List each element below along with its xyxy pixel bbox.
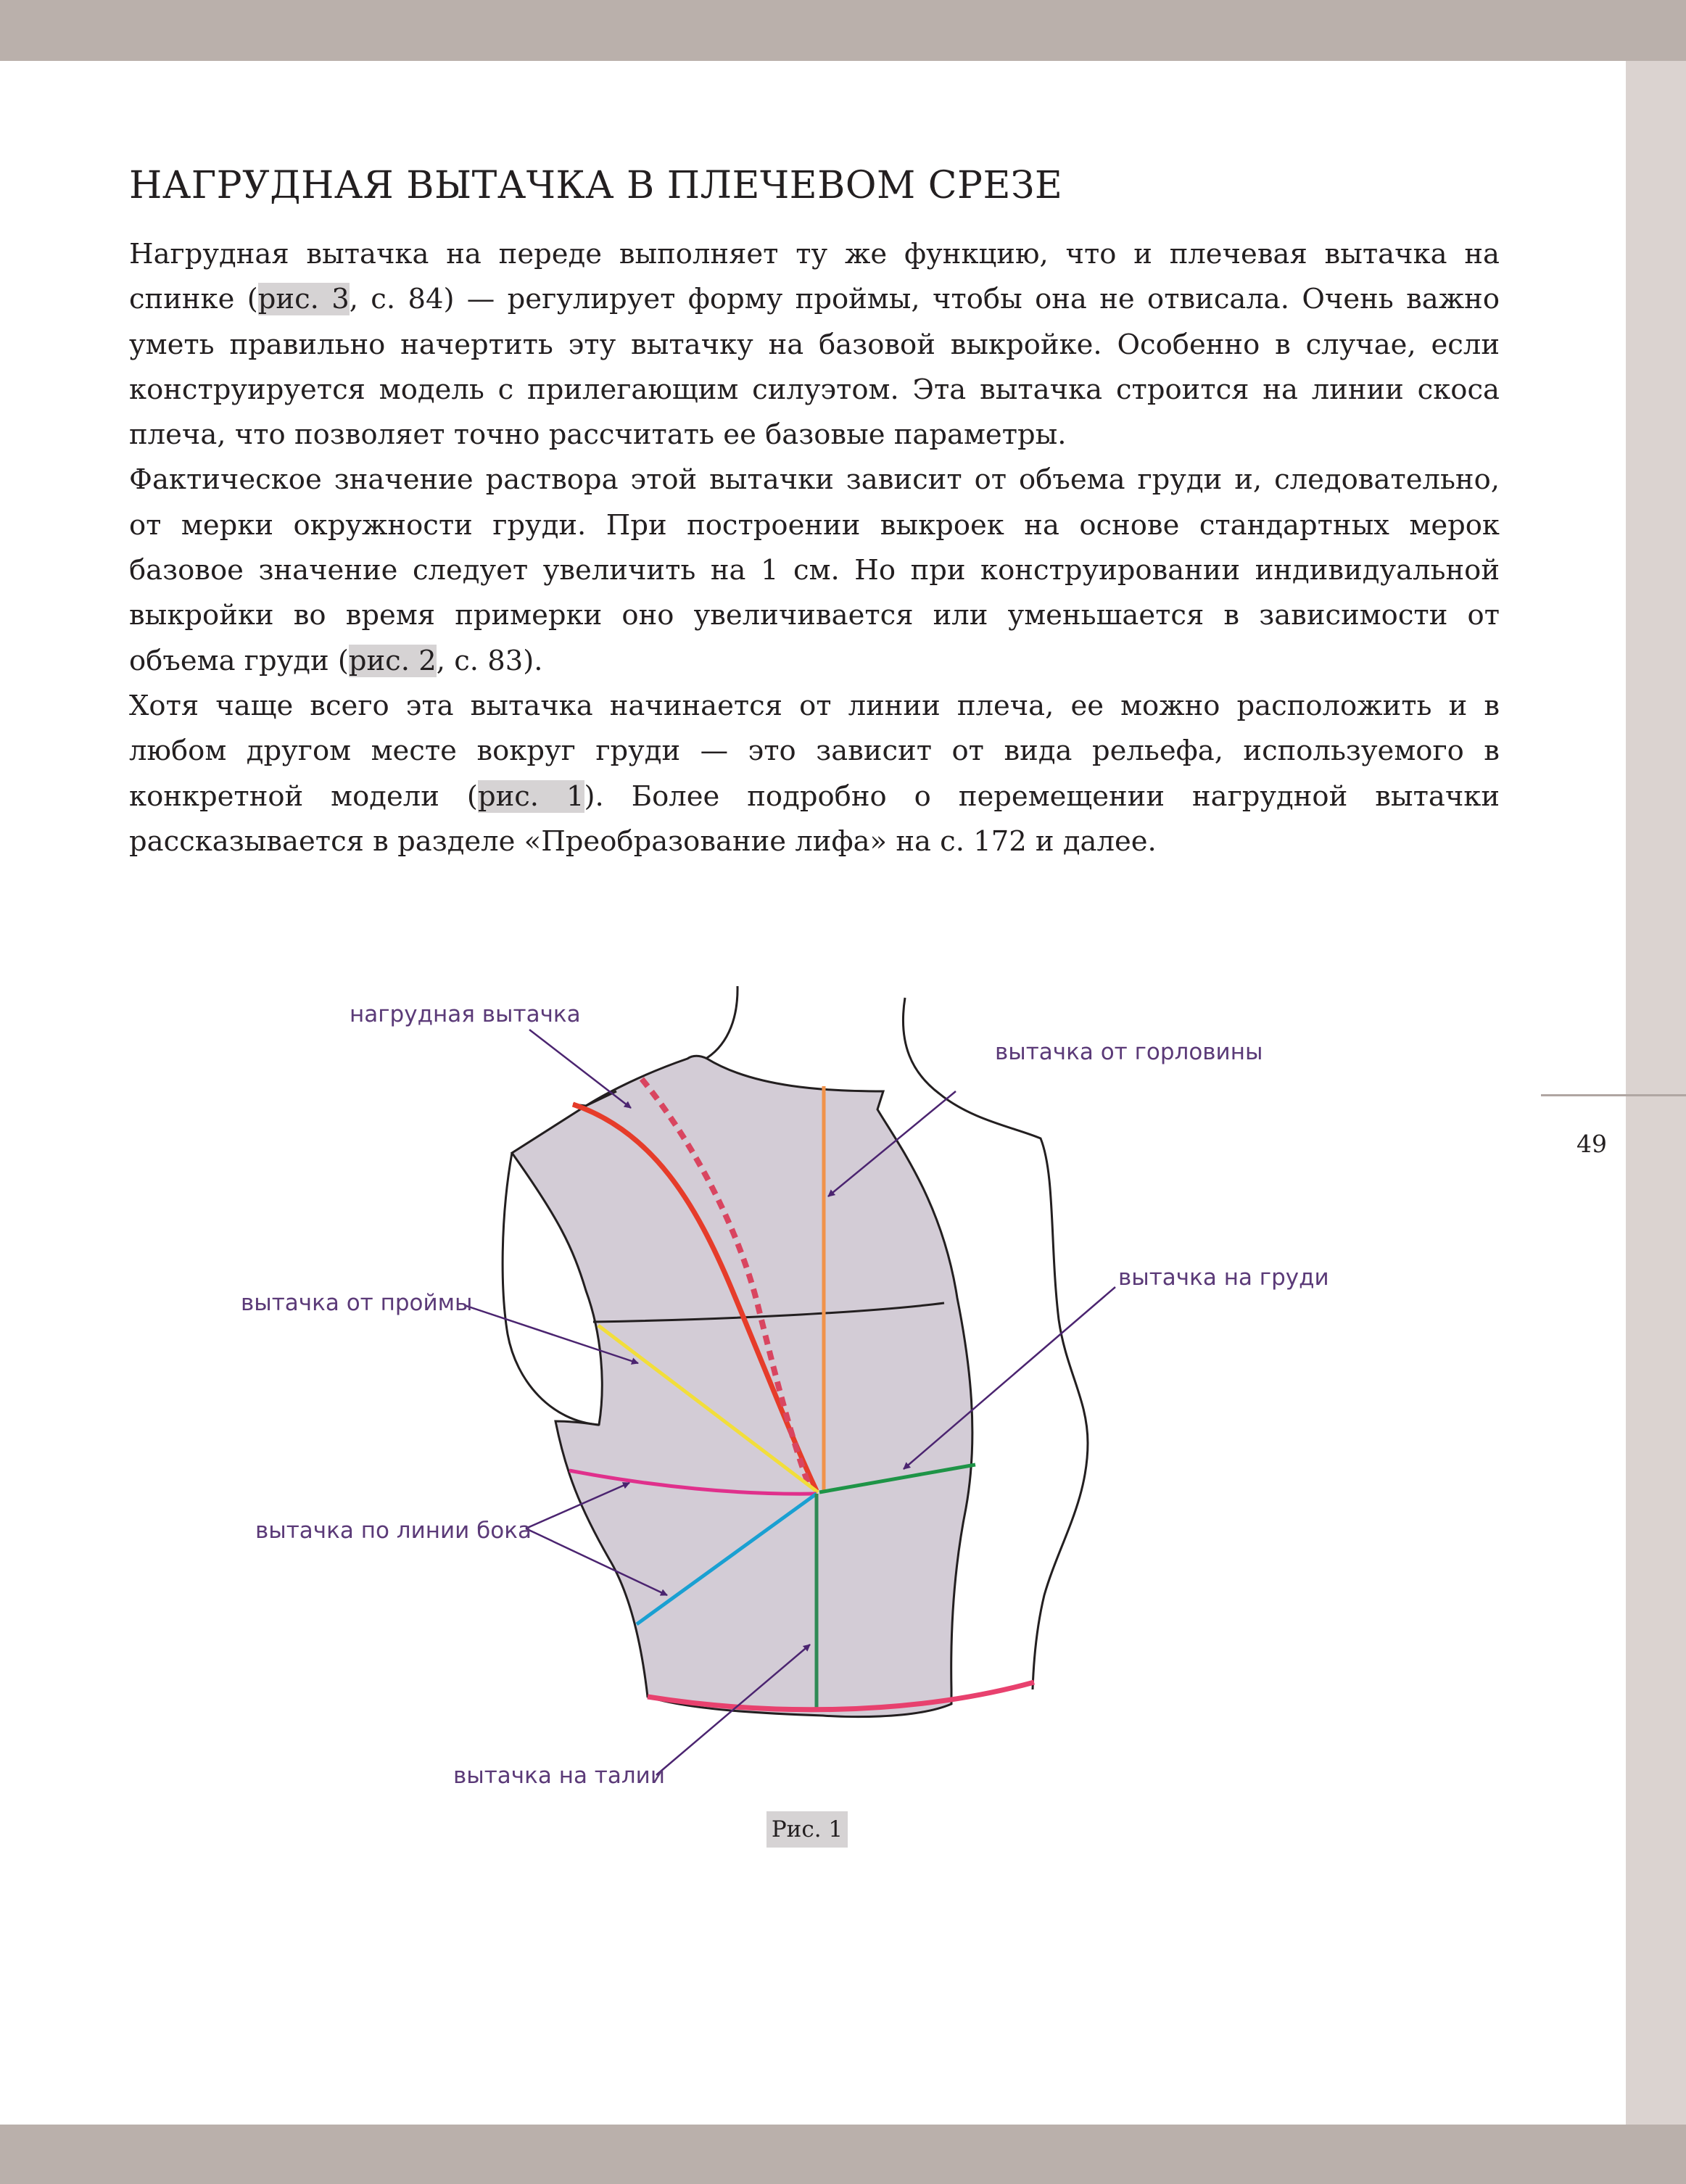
bust-dart-arrow [529,1030,631,1108]
body-text [129,232,1500,864]
paragraph-3-text-a: Хотя чаще всего эта вытачка начинается от линии плеча, ее можно расположить и в любом другом месте вокруг груди — это зависит от вида рельефа, используемого в конкретной модели ( [129,689,1500,813]
bodice-shape [512,1056,972,1716]
paragraph-2 [129,458,1500,683]
label-side-dart: вытачка по линии бока [255,1518,532,1544]
figure-caption: Рис. 1 [766,1811,848,1848]
mannequin-neck-left [703,986,737,1060]
paragraph-2-text-a: Фактическое значение раствора этой вытачки зависит от объема груди и, следовательно, от мерки окружности груди. При построении выкроек на основе стандартных мерок базовое значение следует увеличить на 1 см. Но при конструировании индивидуальной выкройки во время примерки оно увеличивается или уменьшается в зависимости от объема груди ( [129,463,1500,677]
figure-reference-link[interactable]: рис. 1 [477,779,584,813]
label-armhole-dart: вытачка от проймы [241,1290,473,1316]
paragraph-2-text-b: , с. 83). [436,644,543,677]
paragraph-1-text-a: Нагрудная вытачка на переде выполняет ту же функцию, что и плечевая вытачка на спинке ( [129,238,1500,316]
bodice-dart-diagram [0,943,1686,1885]
label-neckline-dart: вытачка от горловины [995,1039,1263,1065]
label-waist-dart: вытачка на талии [453,1763,665,1789]
page-number: 49 [1577,1130,1607,1158]
figure-reference-link[interactable]: рис. 2 [348,644,437,677]
page-title: НАГРУДНАЯ ВЫТАЧКА В ПЛЕЧЕВОМ СРЕЗЕ [129,164,1063,207]
paragraph-1 [129,232,1500,458]
paragraph-3 [129,684,1500,864]
paragraph-1-text-b: , с. 84) — регулирует форму проймы, чтобы она не отвисала. Очень важно уметь правильно начертить эту вытачку на базовой выкройке. Особенно в случае, если конструируется модель с прилегающим силуэтом. Эта вытачка строится на линии скоса плеча, что позволяет точно рассчитать ее базовые параметры. [129,283,1500,452]
label-bust-dart: нагрудная вытачка [350,1001,581,1027]
figure-reference-link[interactable]: рис. 3 [257,283,350,316]
top-band [0,0,1686,61]
paragraph-3-text-b: ). Более подробно о перемещении нагрудной вытачки рассказывается в разделе «Преобразование лифа» на с. 172 и далее. [129,779,1500,858]
label-chest-dart: вытачка на груди [1118,1265,1329,1291]
bottom-band [0,2125,1686,2184]
